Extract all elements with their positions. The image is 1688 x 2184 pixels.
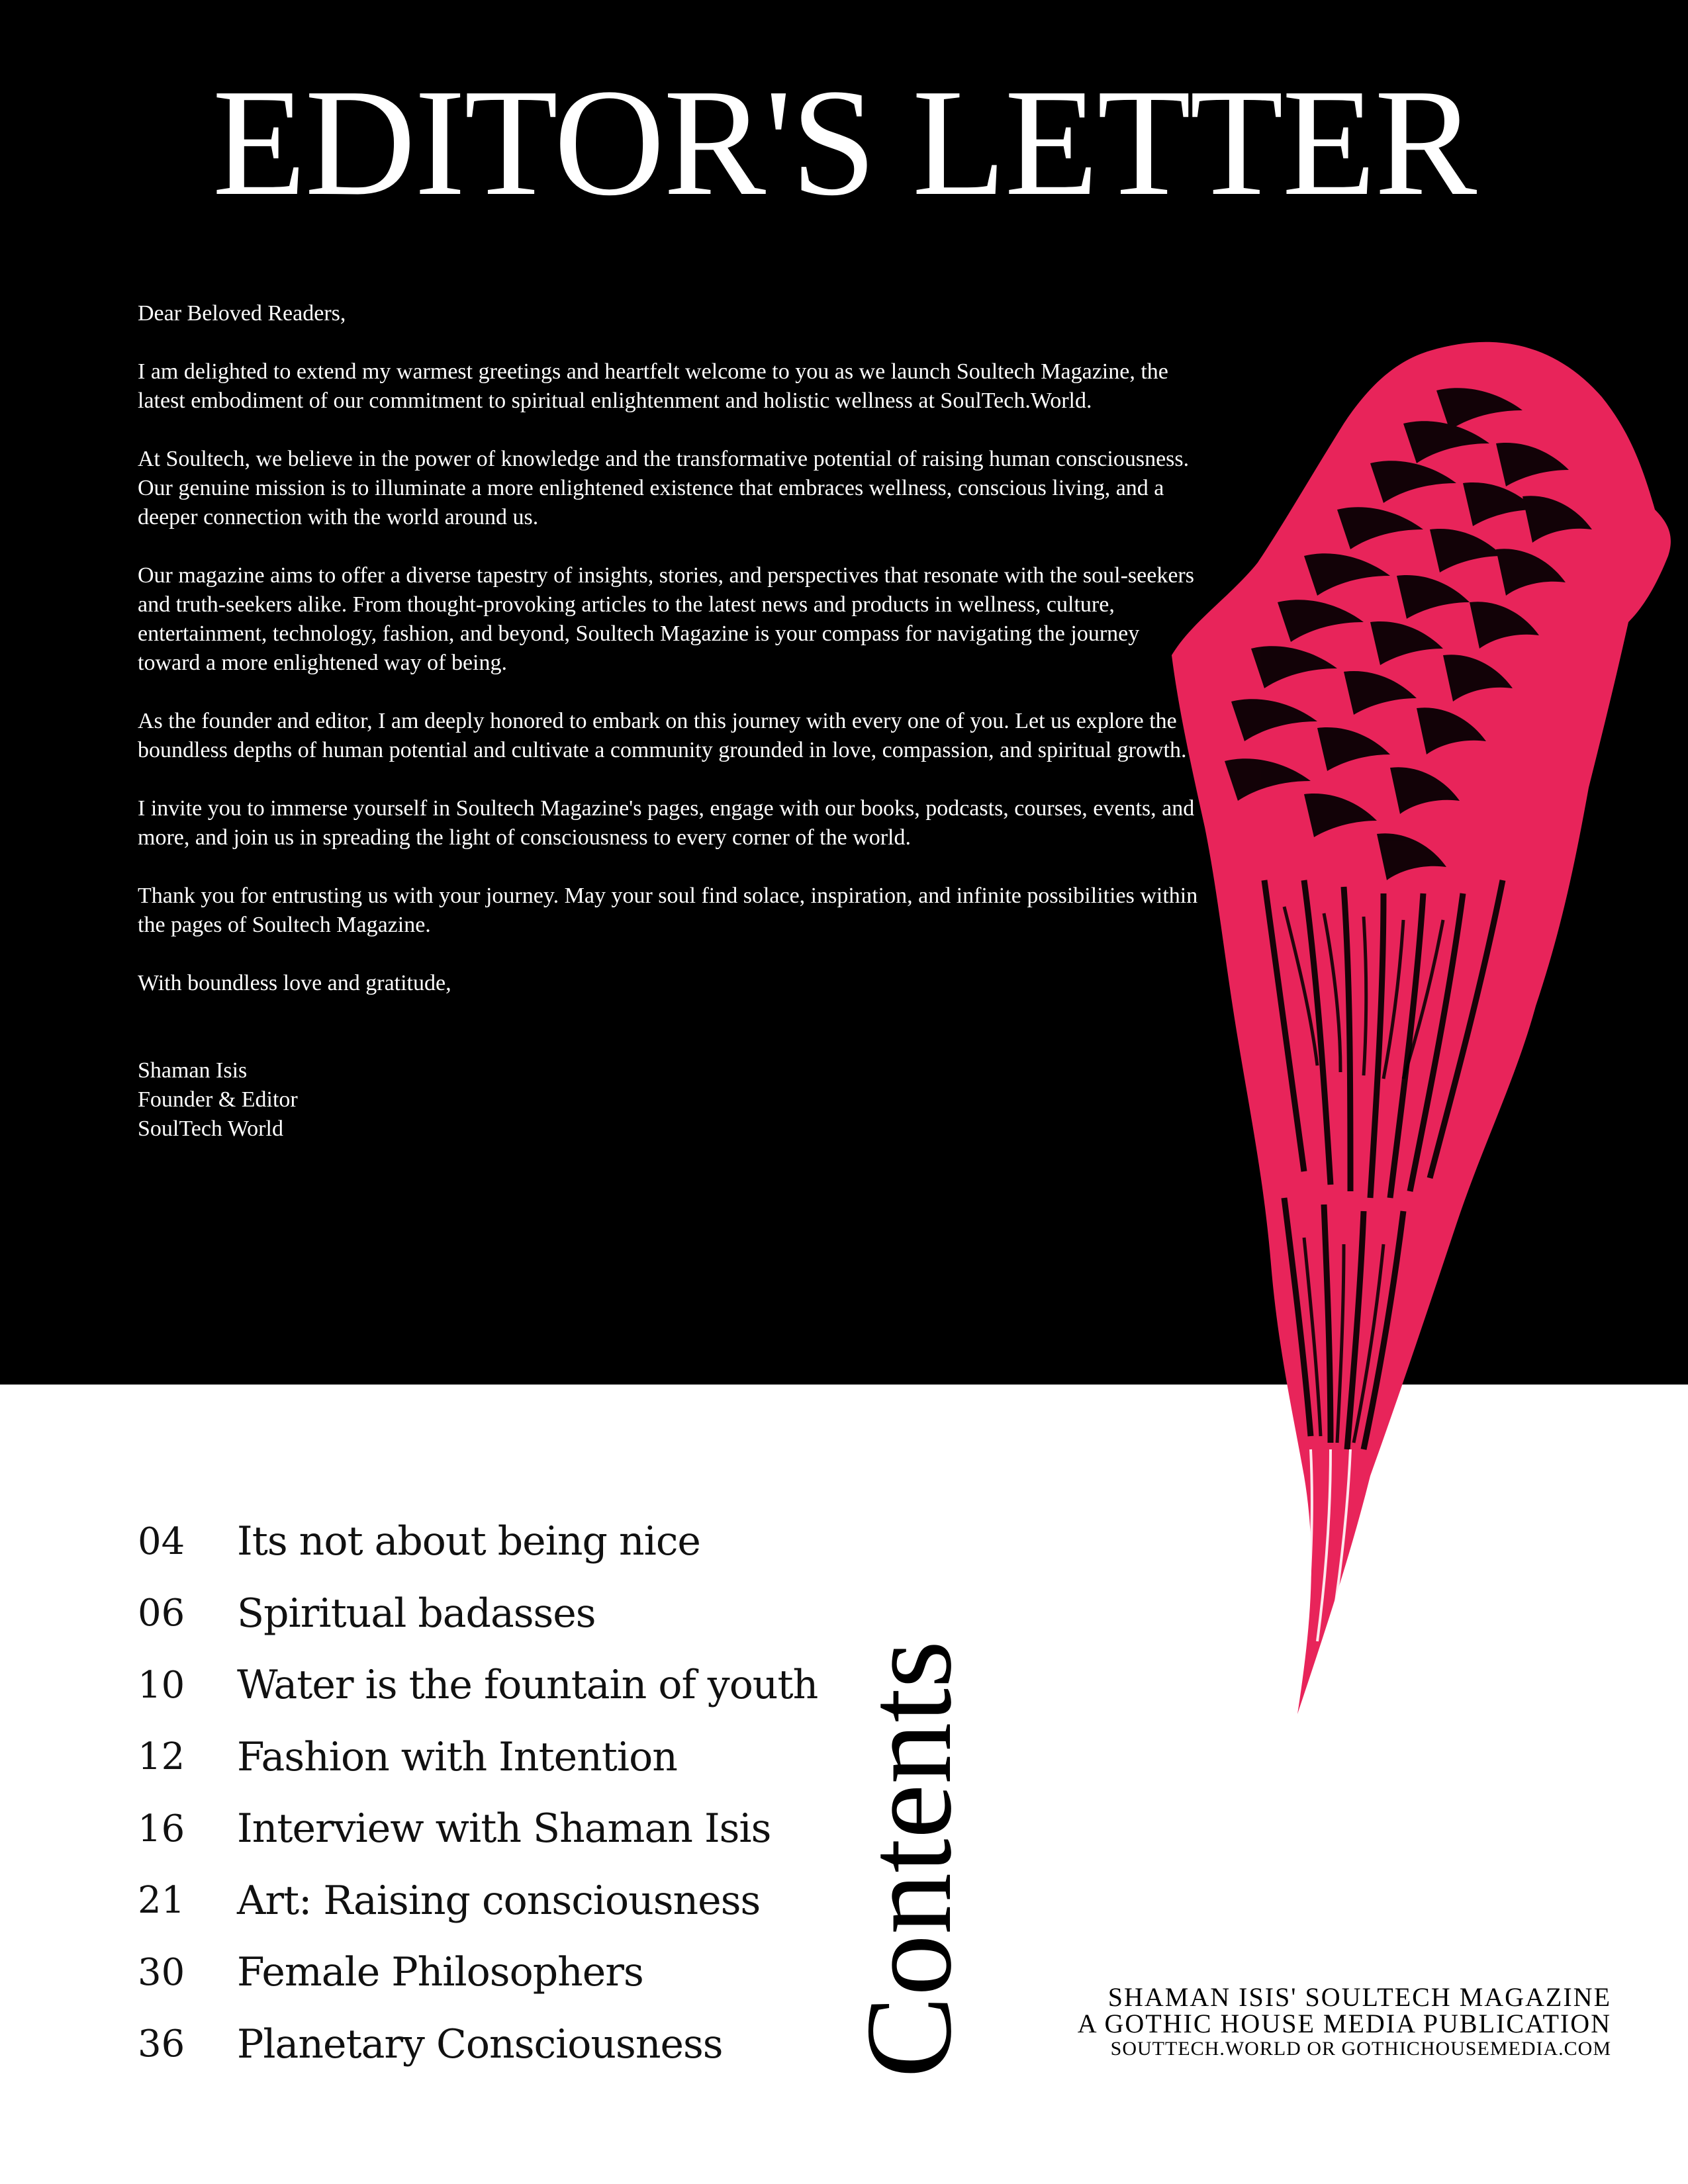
angel-wing-icon bbox=[1152, 311, 1681, 1754]
toc-item[interactable] bbox=[138, 1865, 866, 1937]
signature-name: Shaman Isis bbox=[138, 1058, 248, 1083]
signature-role: Founder & Editor bbox=[138, 1087, 298, 1112]
toc-title: Spiritual badasses bbox=[237, 1590, 596, 1637]
editor-letter bbox=[138, 299, 1203, 1144]
toc-page-number: 10 bbox=[138, 1663, 185, 1707]
toc-page-number: 04 bbox=[138, 1520, 185, 1563]
page-title: EDITOR'S LETTER bbox=[212, 58, 1476, 228]
toc-title: Interview with Shaman Isis bbox=[237, 1805, 771, 1852]
signature-org: SoulTech World bbox=[138, 1116, 283, 1141]
toc-page-number: 06 bbox=[138, 1592, 185, 1635]
letter-closing: With boundless love and gratitude, bbox=[138, 971, 451, 995]
toc-item[interactable] bbox=[138, 1649, 866, 1721]
toc-item[interactable] bbox=[138, 1936, 866, 2009]
letter-paragraph: Our magazine aims to offer a diverse tapestry of insights, stories, and perspectives that resonate with the soul-seekers and truth-seekers alike. From thought-provoking articles to the latest news and products in wellness, culture, entertainment, technology, fashion, and beyond, Soultech Magazine is your compass for navigating the journey toward a more enlightened way of being. bbox=[138, 563, 1194, 675]
toc-page-number: 12 bbox=[138, 1735, 185, 1779]
contents-heading: Contents bbox=[841, 1640, 977, 2078]
toc-item[interactable] bbox=[138, 1721, 866, 1794]
toc-title: Female Philosophers bbox=[237, 1949, 643, 1996]
toc-page-number: 36 bbox=[138, 2023, 185, 2066]
toc-item[interactable] bbox=[138, 1793, 866, 1865]
toc-item[interactable] bbox=[138, 1506, 866, 1578]
publication-footer bbox=[1078, 1984, 1611, 2061]
footer-magazine-name: SHAMAN ISIS' SOULTECH MAGAZINE bbox=[1107, 1982, 1611, 2012]
toc-page-number: 30 bbox=[138, 1950, 185, 1994]
letter-paragraph: I invite you to immerse yourself in Soultech Magazine's pages, engage with our books, podcasts, courses, events, and more, and join us in spreading the light of consciousness to every corner of the world. bbox=[138, 796, 1195, 850]
toc-page-number: 21 bbox=[138, 1879, 185, 1923]
signature-block bbox=[138, 1056, 1203, 1144]
toc-title: Planetary Consciousness bbox=[237, 2021, 723, 2068]
toc-title: Water is the fountain of youth bbox=[237, 1662, 818, 1709]
letter-salutation: Dear Beloved Readers, bbox=[138, 301, 346, 326]
table-of-contents bbox=[138, 1506, 866, 2080]
letter-paragraph: As the founder and editor, I am deeply honored to embark on this journey with every one of you. Let us explore the boundless depths of human potential and cultivate a community grounded in love, compassion, and spiritual growth. bbox=[138, 709, 1187, 762]
toc-title: Art: Raising consciousness bbox=[237, 1877, 761, 1924]
footer-websites: SOUTTECH.WORLD OR GOTHICHOUSEMEDIA.COM bbox=[1110, 2038, 1611, 2060]
footer-publisher: A GOTHIC HOUSE MEDIA PUBLICATION bbox=[1077, 2009, 1611, 2038]
toc-item[interactable] bbox=[138, 2009, 866, 2081]
toc-title: Its not about being nice bbox=[237, 1518, 700, 1565]
toc-item[interactable] bbox=[138, 1578, 866, 1650]
toc-page-number: 16 bbox=[138, 1807, 185, 1850]
letter-paragraph: Thank you for entrusting us with your journey. May your soul find solace, inspiration, and infinite possibilities within the pages of Soultech Magazine. bbox=[138, 884, 1198, 937]
letter-paragraph: I am delighted to extend my warmest greetings and heartfelt welcome to you as we launch Soultech Magazine, the latest embodiment of our commitment to spiritual enlightenment and holistic wellness at SoulTech.World. bbox=[138, 359, 1168, 413]
toc-title: Fashion with Intention bbox=[237, 1733, 677, 1780]
letter-paragraph: At Soultech, we believe in the power of knowledge and the transformative potential of raising human consciousness. Our genuine mission is to illuminate a more enlightened existence that embraces wellness, conscious living, and a deeper connection with the world around us. bbox=[138, 447, 1190, 529]
